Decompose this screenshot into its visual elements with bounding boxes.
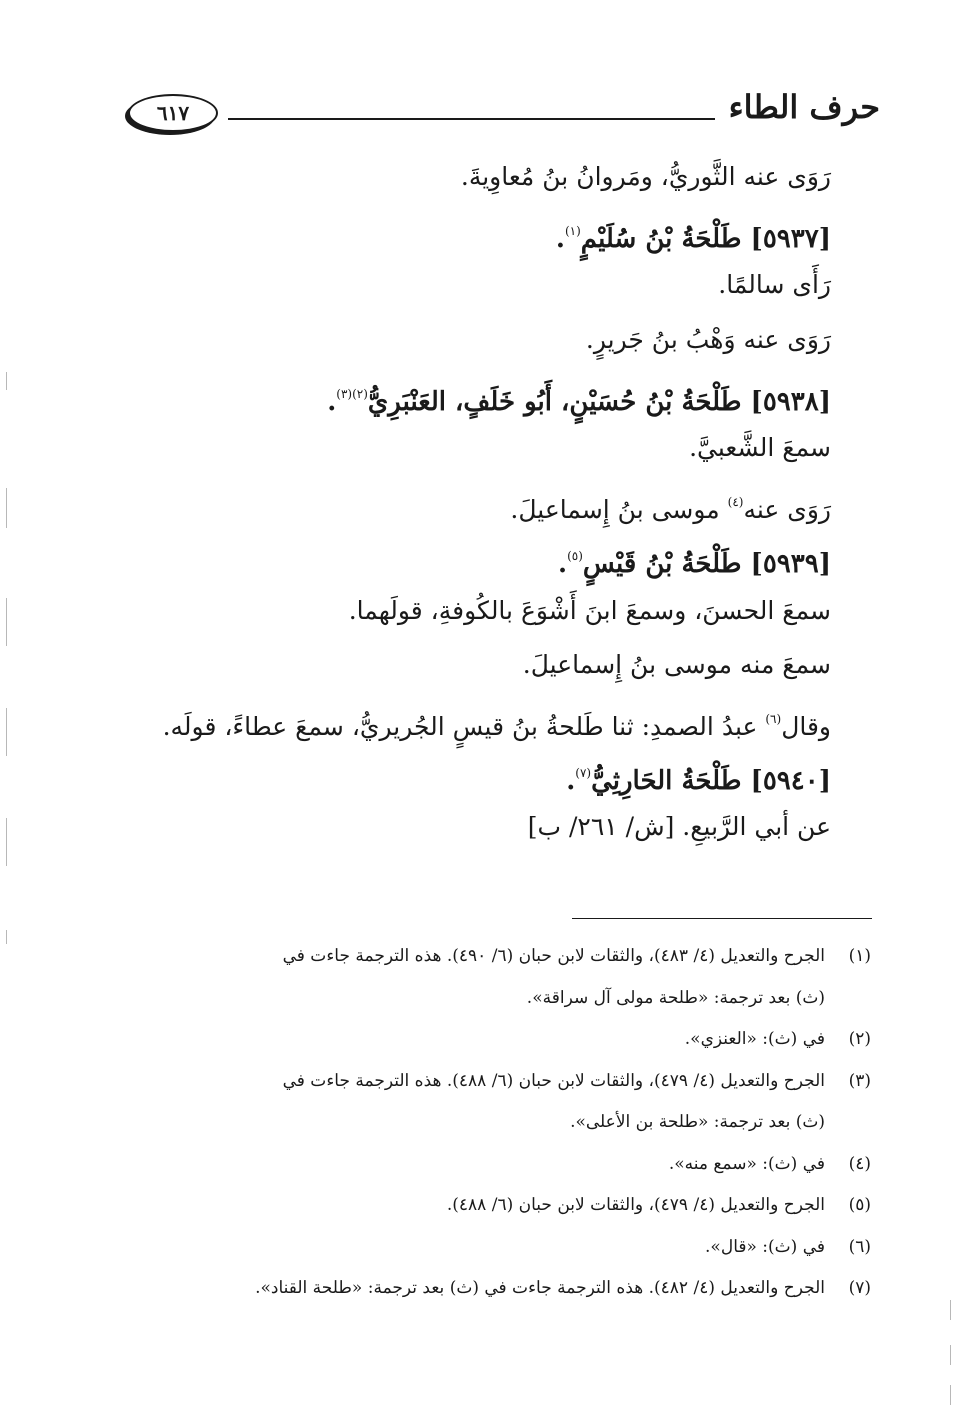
scan-mark — [950, 1385, 951, 1405]
footnote-item — [131, 1185, 871, 1227]
footnote-ref[interactable]: (١) — [564, 224, 581, 239]
line-text: [٥٩٣٨] طَلْحَةُ بْنُ حُسَيْنٍ، أَبُو خَلَفٍ، العَنْبَرِيُّ — [367, 386, 831, 417]
footnote-number: (٦) — [848, 1236, 871, 1257]
footnote-ref[interactable]: (٤) — [727, 495, 744, 510]
scan-mark — [950, 1300, 951, 1320]
footnote-text: الجرح والتعديل (٤/ ٤٧٩)، والثقات لابن حبان (٦/ ٤٨٨). — [446, 1195, 825, 1215]
text-line — [131, 638, 831, 692]
header-rule — [228, 118, 715, 120]
line-tail: . — [555, 224, 565, 255]
footnote-ref[interactable]: (٥) — [567, 549, 583, 564]
footnote-text: (ث) بعد ترجمة: «طلحة مولى آل سراقة». — [526, 987, 825, 1008]
entry-heading — [131, 367, 831, 421]
text-line — [131, 258, 831, 312]
entry-heading — [131, 529, 831, 583]
footnote-item — [131, 1061, 871, 1103]
text-line — [131, 800, 831, 854]
text-line — [131, 584, 831, 638]
footnote-number: (٤) — [848, 1153, 871, 1174]
entry-heading — [131, 204, 831, 258]
entry-heading — [131, 746, 831, 800]
scan-mark — [950, 1345, 951, 1365]
scan-mark — [6, 488, 7, 528]
line-text: [٥٩٣٧] طَلْحَةُ بْنُ سُلَيْمٍ — [580, 224, 831, 255]
footnote-text: (ث) بعد ترجمة: «طلحة بن الأعلى». — [570, 1112, 825, 1132]
footnote-text: في (ث): «سمع منه». — [668, 1153, 825, 1174]
scan-mark — [6, 598, 7, 646]
footnote-number: (١) — [848, 946, 871, 966]
footnote-number: (٣) — [848, 1070, 871, 1091]
footnotes — [131, 936, 871, 1310]
footnote-text: في (ث): «قال». — [705, 1236, 825, 1257]
text-line — [131, 692, 831, 746]
scan-mark — [6, 930, 7, 944]
footnote-ref[interactable]: (٢)(٣) — [336, 386, 368, 401]
page-number-badge: ٦١٧ — [128, 94, 218, 132]
footnote-continuation — [131, 1102, 871, 1144]
footnote-item — [131, 1268, 871, 1310]
scan-mark — [6, 372, 7, 390]
footnote-ref[interactable]: (٧) — [575, 766, 592, 781]
footnote-text: في (ث): «العنزي». — [684, 1029, 825, 1049]
line-text: سمعَ الشَّعبيَّ. — [689, 432, 831, 462]
page-header — [128, 88, 880, 138]
text-line — [131, 313, 831, 367]
line-text: عن أبي الرَّبيعِ. [ش/ ٢٦١/ ب] — [527, 812, 831, 842]
line-text: رَأَى سالمًا. — [718, 270, 831, 300]
line-tail: . — [566, 766, 576, 797]
footnote-text: الجرح والتعديل (٤/ ٤٨٣)، والثقات لابن حبان (٦/ ٤٩٠). هذه الترجمة جاءت في — [282, 946, 825, 966]
text-line — [131, 475, 831, 529]
line-text: [٥٩٣٩] طَلْحَةُ بْنُ قَيْسٍ — [582, 549, 831, 580]
scan-mark — [6, 708, 7, 756]
line-text: [٥٩٤٠] طَلْحَةُ الحَارِثِيُّ — [591, 766, 831, 797]
line-tail: موسى بنُ إِسماعيلَ. — [510, 495, 728, 525]
line-text: رَوَى عنه وَهْبُ بنُ جَريرٍ. — [585, 324, 831, 354]
line-text: وقال — [781, 711, 831, 741]
footnote-number: (٢) — [848, 1029, 871, 1049]
line-tail: عبدُ الصمدِ: ثنا طَلحةُ بنُ قيسٍ الجُريريُّ، سمعَ عطاءً، قولَه. — [162, 711, 766, 741]
line-tail: . — [327, 386, 337, 417]
text-line — [131, 421, 831, 475]
text-line — [131, 150, 831, 204]
footnote-divider — [572, 918, 872, 919]
footnote-item — [131, 936, 871, 978]
footnote-number: (٥) — [848, 1195, 871, 1215]
footnote-ref[interactable]: (٦) — [765, 711, 782, 726]
line-text: سمعَ الحسنَ، وسمعَ ابنَ أَشْوَعَ بالكُوفةِ، قولَهما. — [348, 595, 831, 625]
footnote-item — [131, 1019, 871, 1061]
footnote-text: الجرح والتعديل (٤/ ٤٨٢). هذه الترجمة جاءت في (ث) بعد ترجمة: «طلحة القناد». — [255, 1278, 825, 1298]
footnote-item — [131, 1227, 871, 1269]
chapter-title: حرف الطاء — [728, 88, 880, 126]
scan-mark — [6, 818, 7, 866]
line-text: سمعَ منه موسى بنُ إِسماعيلَ. — [522, 649, 831, 679]
footnote-text: الجرح والتعديل (٤/ ٤٧٩)، والثقات لابن حبان (٦/ ٤٨٨). هذه الترجمة جاءت في — [282, 1070, 825, 1091]
main-text — [131, 150, 831, 854]
footnote-item — [131, 1144, 871, 1186]
line-text: رَوَى عنه الثَّوريُّ، ومَروانُ بنُ مُعاوِيةَ. — [460, 162, 831, 191]
footnote-number: (٧) — [848, 1278, 871, 1298]
footnote-continuation — [131, 978, 871, 1020]
line-text: رَوَى عنه — [743, 495, 831, 525]
line-tail: . — [558, 549, 568, 580]
